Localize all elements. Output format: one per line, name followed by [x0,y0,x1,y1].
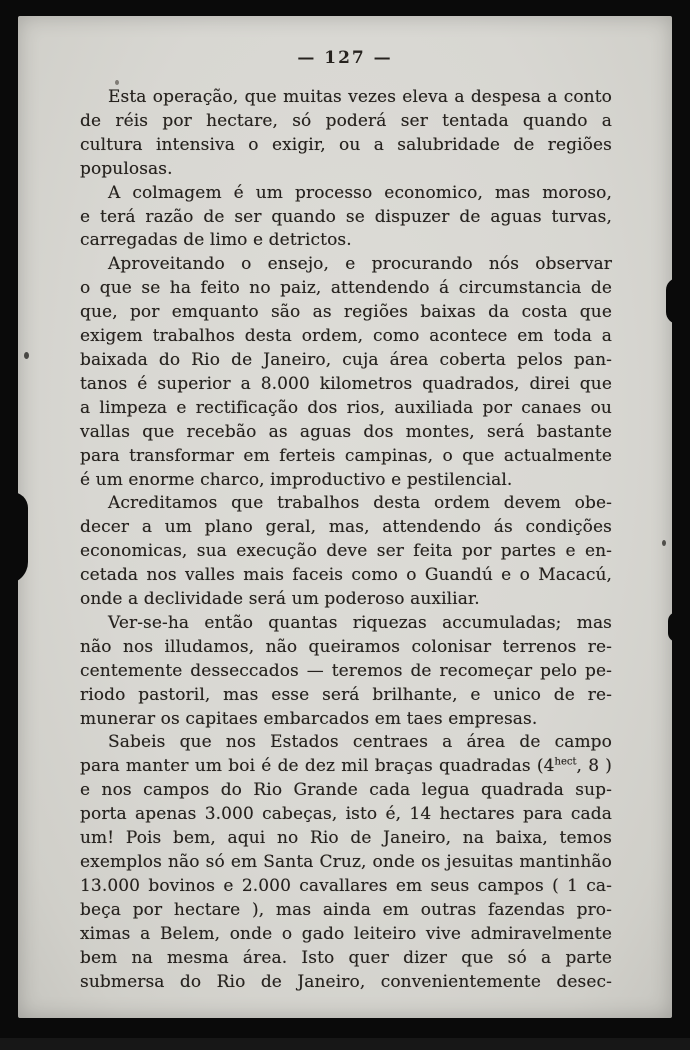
text-line: exigem trabalhos desta ordem, como acontece em toda a [80,326,612,347]
paper [18,16,672,1018]
scan-speck [662,540,666,546]
text-line: Sabeis que nos Estados centraes a área de campo [108,732,612,753]
page-number: — 127 — [297,48,393,68]
superscript-hect: hect [554,756,577,768]
text-line: baixada do Rio de Janeiro, cuja área coberta pelos pan- [80,349,612,370]
text-line: vallas que recebão as aguas dos montes, será bastante [80,421,612,442]
scan-edge-artifact [0,492,28,584]
text-segment: , 8 ) [576,756,613,777]
text-line: para transformar em ferteis campinas, o que actualmente [80,445,612,466]
text-line: Esta operação, que muitas vezes eleva a despesa a conto [108,87,612,107]
text-line: economicas, sua execução deve ser feita por partes e en- [80,541,612,562]
text-line: a limpeza e rectificação dos rios, auxiliada por canaes ou [80,397,612,418]
text-line: cetada nos valles mais faceis como o Guandú e o Macacú, [80,565,612,586]
paragraph-2 [80,182,612,254]
text-line: riodo pastoril, mas esse será brilhante, e unico de re- [80,684,612,705]
text-line: é um enorme charco, improductivo e pestilencial. [80,469,513,490]
paragraph-3 [80,253,612,492]
text-line: tanos é superior a 8.000 kilometros quadrados, direi que [80,373,612,394]
text-line: de réis por hectare, só poderá ser tentada quando a [80,110,612,131]
scan-edge-artifact [668,612,690,642]
text-line: e nos campos do Rio Grande cada legua quadrada sup- [80,780,612,801]
page-text [18,68,672,994]
text-line: porta apenas 3.000 cabeças, isto é, 14 hectares para cada [80,804,612,825]
text-line: populosas. [80,158,173,179]
text-line: o que se ha feito no paiz, attendendo á circumstancia de [80,278,612,299]
text-line: e terá razão de ser quando se dispuzer de aguas turvas, [80,206,612,227]
paragraph-1 [80,86,612,182]
text-line: decer a um plano geral, mas, attendendo ás condições [80,517,612,538]
scan-speck [115,80,119,85]
text-line: 13.000 bovinos e 2.000 cavallares em seus campos ( 1 ca- [80,875,612,896]
paragraph-5 [80,612,612,732]
text-line: onde a declividade será um poderoso auxiliar. [80,589,480,610]
scan-speck [24,352,29,359]
text-line: Ver-se-ha então quantas riquezas accumuladas; mas [108,612,612,633]
text-line: um! Pois bem, aqui no Rio de Janeiro, na baixa, temos [80,828,612,849]
text-line: submersa do Rio de Janeiro, convenientemente desec- [80,971,612,992]
text-line: beça por hectare ), mas ainda em outras fazendas pro- [80,899,612,920]
text-line: ximas a Belem, onde o gado leiteiro vive admiravelmente [80,923,612,944]
text-line: que, por emquanto são as regiões baixas da costa que [80,302,612,323]
paragraph-6 [80,731,612,994]
text-line: cultura intensiva o exigir, ou a salubridade de regiões [80,134,612,155]
text-line: A colmagem é um processo economico, mas moroso, [108,182,612,203]
text-line: exemplos não só em Santa Cruz, onde os jesuitas mantinhão [80,852,612,872]
text-line: carregadas de limo e detrictos. [80,230,352,251]
text-line: Acreditamos que trabalhos desta ordem devem obe- [108,493,612,514]
scan-bottom-band [0,1038,690,1050]
scan-edge-artifact [666,278,690,324]
text-segment: para manter um boi é de dez mil braças quadradas (4 [80,756,555,777]
text-line: centemente desseccados — teremos de recomeçar pelo pe- [80,660,612,681]
text-line-with-superscript [80,755,612,779]
text-line: bem na mesma área. Isto quer dizer que só a parte [80,947,612,968]
text-line: não nos illudamos, não queiramos colonisar terrenos re- [80,636,612,657]
paragraph-4 [80,492,612,612]
text-line: Aproveitando o ensejo, e procurando nós observar [108,254,612,275]
text-line: munerar os capitaes embarcados em taes empresas. [80,708,538,729]
